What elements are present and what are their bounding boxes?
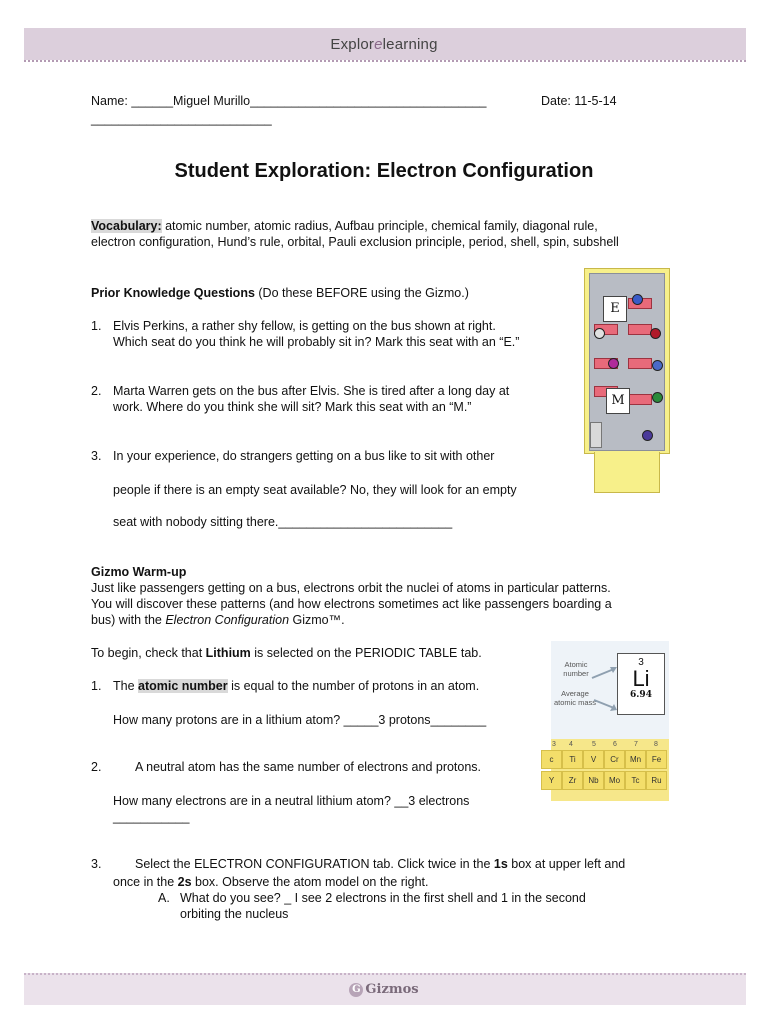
passenger-icon: [608, 358, 619, 369]
element-cell: Ti: [562, 750, 583, 769]
periodic-table-fragment: [548, 739, 669, 801]
warmup-question-2: 2. A neutral atom has the same number of electrons and protons.: [91, 760, 482, 774]
warmup-question-2-blank: ___________: [113, 810, 190, 824]
footer-divider: [24, 973, 746, 975]
element-cell: Mn: [625, 750, 646, 769]
header-divider: [24, 60, 746, 62]
name-line-continued: __________________________: [91, 112, 272, 126]
passenger-icon: [652, 360, 663, 371]
li-atomic-number: 3: [638, 657, 644, 668]
question-2-line-2: work. Where do you think she will sit? Mark this seat with an “M.”: [113, 400, 472, 414]
question-3a-line-2: orbiting the nucleus: [180, 907, 289, 921]
bus-seat: [628, 324, 652, 335]
element-cell: Zr: [562, 771, 583, 790]
date-line: [541, 94, 617, 108]
passenger-icon: [652, 392, 663, 403]
vocabulary-line-1: Vocabulary: atomic number, atomic radius, Aufbau principle, chemical family, diagonal rule,: [91, 219, 598, 233]
average-atomic-mass-caption: Average atomic mass: [553, 689, 597, 707]
question-1: 1. Elvis Perkins, a rather shy fellow, is getting on the bus shown at right.: [91, 319, 496, 333]
warmup-paragraph-line-1: Just like passengers getting on a bus, electrons orbit the nuclei of atoms in particular patterns.: [91, 581, 611, 595]
element-cell: Fe: [646, 750, 667, 769]
passenger-icon: [594, 328, 605, 339]
gizmos-logo: G Gizmos: [0, 982, 768, 997]
lithium-element-box: [617, 653, 665, 715]
element-cell: V: [583, 750, 604, 769]
warmup-heading: Gizmo Warm-up: [91, 565, 187, 579]
atomic-number-caption: Atomic number: [563, 660, 589, 678]
question-3-answer-line-2: seat with nobody sitting there._________________________: [113, 515, 453, 529]
seat-mark-m: M: [606, 388, 630, 414]
column-number: 3: [552, 741, 556, 748]
warmup-paragraph-line-3: bus) with the Electron Configuration Gizmo™.: [91, 613, 345, 627]
vocabulary-label: Vocabulary:: [91, 219, 162, 233]
pointer-arrows: [590, 664, 620, 714]
bus-front: [594, 452, 660, 493]
bus-seat: [628, 394, 652, 405]
element-cell: Y: [541, 771, 562, 790]
li-symbol: Li: [632, 666, 650, 691]
warmup-question-3-line-2: once in the 2s box. Observe the atom model on the right.: [113, 875, 429, 889]
element-cell: Ru: [646, 771, 667, 790]
seat-mark-e: E: [603, 296, 627, 322]
atomic-number-term: atomic number: [138, 679, 228, 693]
date-value: 11-5-14: [574, 94, 617, 108]
warmup-paragraph-line-2: You will discover these patterns (and how electrons sometimes act like passengers boarding a: [91, 597, 612, 611]
element-cell: c: [541, 750, 562, 769]
column-number: 4: [569, 741, 573, 748]
element-cell: Mo: [604, 771, 625, 790]
column-number: 8: [654, 741, 658, 748]
bus-door: [590, 422, 602, 448]
warmup-question-3: 3. Select the ELECTRON CONFIGURATION tab. Click twice in the 1s box at upper left and: [91, 857, 626, 871]
page-title: Student Exploration: Electron Configuration: [174, 160, 594, 182]
driver-icon: [642, 430, 653, 441]
warmup-question-1: 1. The atomic number is equal to the number of protons in an atom.: [91, 679, 480, 693]
column-number: 5: [592, 741, 596, 748]
question-1-line-2: Which seat do you think he will probably sit in? Mark this seat with an “E.”: [113, 335, 520, 349]
question-3: 3. In your experience, do strangers getting on a bus like to sit with other: [91, 449, 495, 463]
explorelearning-logo: Explorelearning: [330, 36, 438, 53]
name-value: ______Miguel Murillo__________________________________: [131, 94, 487, 108]
question-3a: A. What do you see? _ I see 2 electrons in the first shell and 1 in the second: [158, 891, 586, 905]
warmup-begin-line: To begin, check that Lithium is selected on the PERIODIC TABLE tab.: [91, 646, 482, 660]
question-3-answer-line-1: people if there is an empty seat available? No, they will look for an empty: [113, 483, 517, 497]
name-line: [91, 94, 487, 108]
element-cell: Cr: [604, 750, 625, 769]
warmup-question-1-answer: How many protons are in a lithium atom? _____3 protons________: [113, 713, 487, 727]
vocabulary-line-2: electron configuration, Hund’s rule, orbital, Pauli exclusion principle, period, shell, spin, subshell: [91, 235, 619, 249]
column-number: 6: [613, 741, 617, 748]
bus-interior: [589, 273, 665, 451]
date-label: Date:: [541, 94, 571, 108]
bus-seat: [628, 358, 652, 369]
element-cell: Nb: [583, 771, 604, 790]
element-cell: Tc: [625, 771, 646, 790]
question-2: 2. Marta Warren gets on the bus after Elvis. She is tired after a long day at: [91, 384, 510, 398]
column-number: 7: [634, 741, 638, 748]
warmup-question-2-answer: How many electrons are in a neutral lithium atom? __3 electrons: [113, 794, 470, 808]
passenger-icon: [650, 328, 661, 339]
prior-knowledge-heading: Prior Knowledge Questions (Do these BEFORE using the Gizmo.): [91, 286, 469, 300]
passenger-icon: [632, 294, 643, 305]
name-label: Name:: [91, 94, 128, 108]
li-atomic-mass: 6.94: [630, 690, 652, 700]
